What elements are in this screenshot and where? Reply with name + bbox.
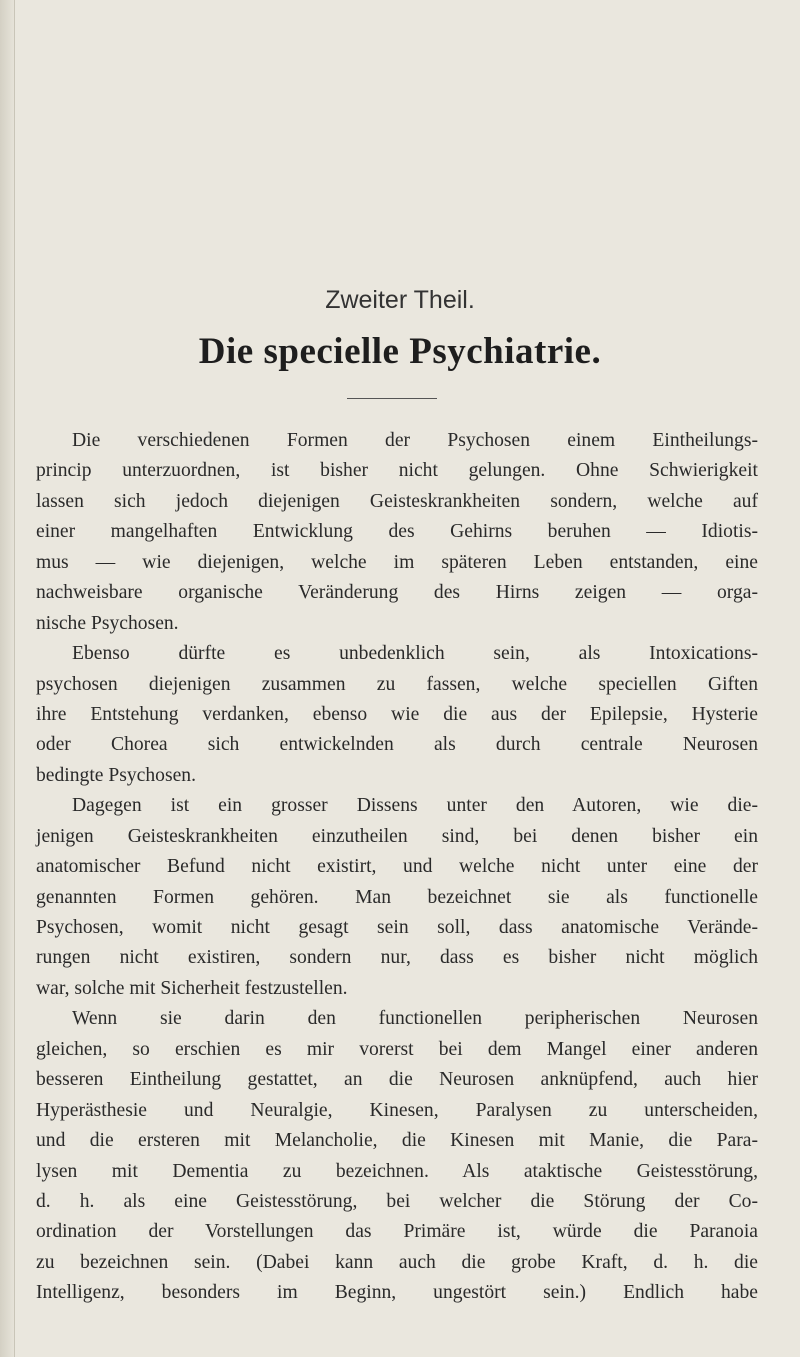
text-line: lysen mit Dementia zu bezeichnen. Als ataktische Geistesstörung, [36,1160,758,1182]
text-line: genannten Formen gehören. Man bezeichnet sie als functionelle [36,886,758,908]
text-line: Psychosen, womit nicht gesagt sein soll, dass anatomische Verände- [36,917,758,938]
page-binding-line [14,0,15,1357]
text-line: Ebenso dürfte es unbedenklich sein, als Intoxications- [72,643,758,665]
chapter-title: Die specielle Psychiatrie. [198,331,602,372]
text-line: jenigen Geisteskrankheiten einzutheilen sind, bei denen bisher ein [36,825,758,847]
text-line: Hyperästhesie und Neuralgie, Kinesen, Paralysen zu unterscheiden, [36,1099,758,1121]
text-line: Wenn sie darin den functionellen peripherischen Neurosen [72,1008,758,1030]
text-line: gleichen, so erschien es mir vorerst bei dem Mangel einer anderen [36,1038,758,1060]
text-line: ihre Entstehung verdanken, ebenso wie die aus der Epilepsie, Hysterie [36,703,758,725]
text-line: bedingte Psychosen. [36,764,196,786]
title-rule-divider [347,398,437,399]
text-line: einer mangelhaften Entwicklung des Gehirns beruhen — Idiotis- [36,521,758,543]
text-line: princip unterzuordnen, ist bisher nicht gelungen. Ohne Schwierigkeit [36,460,758,482]
text-line: nische Psychosen. [36,612,179,634]
text-line: Die verschiedenen Formen der Psychosen einem Eintheilungs- [72,430,758,451]
text-line: Dagegen ist ein grosser Dissens unter den Autoren, wie die- [72,795,758,817]
text-line: oder Chorea sich entwickelnden als durch centrale Neurosen [36,734,758,756]
text-line: ordination der Vorstellungen das Primäre ist, würde die Paranoia [36,1221,758,1243]
text-line: zu bezeichnen sein. (Dabei kann auch die grobe Kraft, d. h. die [36,1251,758,1273]
page-binding-edge [0,0,14,1357]
part-heading: Zweiter Theil. [325,286,475,314]
text-line: und die ersteren mit Melancholie, die Kinesen mit Manie, die Para- [36,1130,758,1152]
text-line: mus — wie diejenigen, welche im späteren Leben entstanden, eine [36,551,758,573]
text-line: war, solche mit Sicherheit festzustellen. [36,977,348,999]
text-line: rungen nicht existiren, sondern nur, dass es bisher nicht möglich [36,947,758,969]
text-line: Intelligenz, besonders im Beginn, ungestört sein.) Endlich habe [36,1282,758,1304]
text-line: anatomischer Befund nicht existirt, und welche nicht unter eine der [36,856,758,878]
body-text [36,426,758,1309]
text-line: psychosen diejenigen zusammen zu fassen, welche speciellen Giften [36,673,758,695]
text-line: d. h. als eine Geistesstörung, bei welcher die Störung der Co- [36,1190,758,1212]
text-line: besseren Eintheilung gestattet, an die Neurosen anknüpfend, auch hier [36,1069,758,1091]
text-line: nachweisbare organische Veränderung des Hirns zeigen — orga- [36,582,758,604]
text-line: lassen sich jedoch diejenigen Geisteskrankheiten sondern, welche auf [36,490,758,512]
